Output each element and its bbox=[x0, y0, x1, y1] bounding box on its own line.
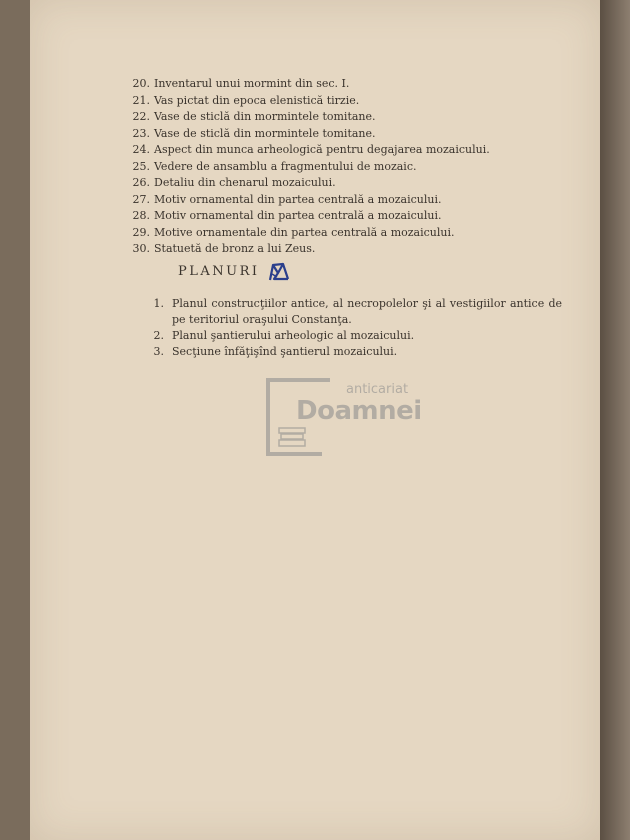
list-item bbox=[150, 328, 570, 344]
item-text: Inventarul unui mormint din sec. I. bbox=[154, 77, 350, 90]
page-edge bbox=[600, 0, 630, 840]
item-number: 23. bbox=[132, 126, 150, 140]
item-number: 24. bbox=[132, 143, 150, 156]
item-number: 25. bbox=[132, 159, 150, 173]
item-number: 21. bbox=[132, 93, 150, 107]
item-text: Planul construcţiilor antice, al necropolelor şi al vestigiilor antice de pe teritoriul oraşului Constanţa. bbox=[172, 297, 562, 326]
item-number: 3. bbox=[153, 345, 164, 358]
list-item bbox=[130, 225, 570, 242]
item-number: 26. bbox=[132, 176, 150, 189]
list-item bbox=[130, 109, 570, 126]
list-item bbox=[130, 76, 570, 93]
books-icon bbox=[278, 426, 306, 448]
plans-heading: PLANURI bbox=[178, 264, 260, 279]
item-number: 27. bbox=[132, 192, 150, 206]
item-number: 28. bbox=[132, 209, 150, 222]
plans-list bbox=[150, 296, 570, 360]
item-text: Detaliu din chenarul mozaicului. bbox=[154, 176, 336, 189]
list-item bbox=[130, 142, 570, 159]
item-text: Secţiune înfăţişînd şantierul mozaicului. bbox=[172, 345, 398, 358]
list-item bbox=[130, 241, 570, 258]
list-item bbox=[130, 192, 570, 209]
figure-list bbox=[130, 76, 570, 258]
item-text: Planul şantierului arheologic al mozaicului. bbox=[172, 329, 415, 342]
item-number: 29. bbox=[132, 225, 150, 239]
item-number: 20. bbox=[132, 77, 150, 90]
list-item bbox=[130, 126, 570, 143]
list-item bbox=[130, 159, 570, 176]
item-number: 22. bbox=[132, 110, 150, 123]
blue-stamp-icon bbox=[268, 262, 290, 282]
list-item bbox=[150, 296, 570, 328]
item-number: 2. bbox=[153, 329, 164, 342]
item-text: Aspect din munca arheologică pentru degajarea mozaicului. bbox=[154, 143, 490, 156]
list-item bbox=[130, 93, 570, 110]
watermark-big-text: Doamnei bbox=[296, 396, 422, 426]
item-text: Motiv ornamental din partea centrală a mozaicului. bbox=[154, 209, 442, 222]
watermark-small-text: anticariat bbox=[346, 382, 409, 397]
item-text: Statuetă de bronz a lui Zeus. bbox=[154, 242, 316, 255]
list-item bbox=[150, 344, 570, 360]
watermark bbox=[266, 378, 431, 462]
item-number: 30. bbox=[132, 242, 150, 255]
item-text: Vedere de ansamblu a fragmentului de mozaic. bbox=[154, 159, 417, 173]
list-item bbox=[130, 208, 570, 225]
list-item bbox=[130, 175, 570, 192]
item-text: Motive ornamentale din partea centrală a mozaicului. bbox=[154, 225, 455, 239]
item-text: Vas pictat din epoca elenistică tirzie. bbox=[154, 93, 360, 107]
item-text: Vase de sticlă din mormintele tomitane. bbox=[154, 126, 376, 140]
item-text: Vase de sticlă din mormintele tomitane. bbox=[154, 110, 376, 123]
document-page bbox=[30, 0, 600, 840]
item-number: 1. bbox=[153, 297, 164, 310]
item-text: Motiv ornamental din partea centrală a mozaicului. bbox=[154, 192, 442, 206]
